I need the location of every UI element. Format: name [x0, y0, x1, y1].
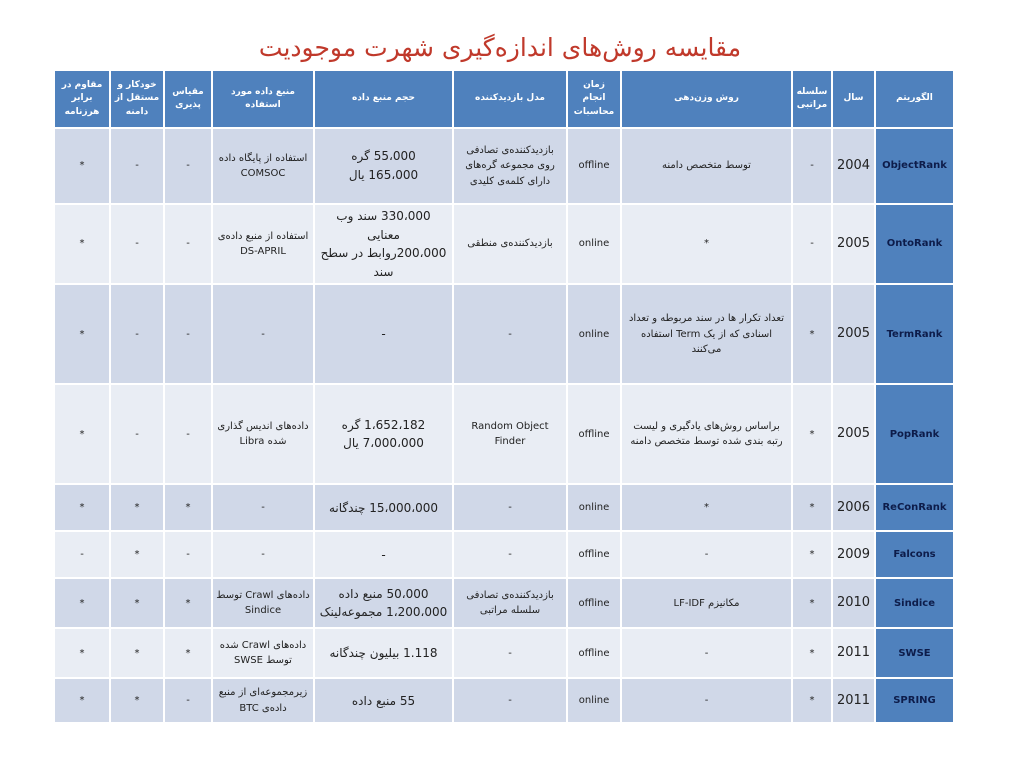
cell-data-volume: 330،000 سند وب معنایی 200،000روابط در سطح سند — [314, 204, 453, 284]
col-header-algorithm: الگوریتم — [875, 70, 954, 128]
cell-algorithm: TermRank — [875, 284, 954, 384]
cell-hierarchy: * — [792, 384, 832, 484]
cell-data-volume: 1.118 بیلیون چندگانه — [314, 628, 453, 678]
cell-data-volume: 1،652،182 گره 7،000،000 یال — [314, 384, 453, 484]
cell-year: 2011 — [832, 678, 875, 723]
col-header-scalability: مقیاس پذیری — [164, 70, 212, 128]
cell-domain-independent: - — [110, 284, 164, 384]
cell-year: 2005 — [832, 284, 875, 384]
cell-computation-time: offline — [567, 128, 621, 204]
cell-data-source: استفاده از منبع داده‌ی DS-APRIL — [212, 204, 314, 284]
cell-year: 2005 — [832, 204, 875, 284]
cell-spam-resistant: - — [54, 531, 110, 578]
cell-hierarchy: * — [792, 531, 832, 578]
table-row — [54, 384, 954, 484]
cell-scalability: - — [164, 531, 212, 578]
table-row — [54, 628, 954, 678]
table-row — [54, 204, 954, 284]
cell-spam-resistant: * — [54, 678, 110, 723]
cell-year: 2010 — [832, 578, 875, 628]
cell-hierarchy: * — [792, 628, 832, 678]
cell-year: 2004 — [832, 128, 875, 204]
cell-year: 2011 — [832, 628, 875, 678]
col-header-weighting: روش وزن‌دهی — [621, 70, 792, 128]
cell-scalability: - — [164, 384, 212, 484]
cell-year: 2006 — [832, 484, 875, 531]
cell-scalability: - — [164, 284, 212, 384]
cell-year: 2005 — [832, 384, 875, 484]
cell-hierarchy: * — [792, 284, 832, 384]
table-header-row — [54, 70, 954, 128]
cell-data-source: داده‌های اندیس گذاری شده Libra — [212, 384, 314, 484]
cell-data-source: داده‌های Crawl توسط Sindice — [212, 578, 314, 628]
cell-hierarchy: * — [792, 678, 832, 723]
cell-visitor-model: بازدیدکننده‌ی منطقی — [453, 204, 567, 284]
cell-visitor-model: بازدیدکننده‌ی تصادفی روی مجموعه گره‌های دارای کلمه‌ی کلیدی — [453, 128, 567, 204]
cell-weighting: * — [621, 484, 792, 531]
cell-algorithm: Falcons — [875, 531, 954, 578]
cell-weighting: - — [621, 628, 792, 678]
cell-domain-independent: - — [110, 204, 164, 284]
col-header-hierarchy: سلسله مراتبی — [792, 70, 832, 128]
cell-computation-time: online — [567, 204, 621, 284]
cell-spam-resistant: * — [54, 128, 110, 204]
cell-visitor-model: - — [453, 678, 567, 723]
cell-weighting: - — [621, 531, 792, 578]
cell-hierarchy: - — [792, 128, 832, 204]
cell-hierarchy: * — [792, 484, 832, 531]
comparison-table — [53, 69, 955, 724]
cell-visitor-model: Random Object Finder — [453, 384, 567, 484]
cell-spam-resistant: * — [54, 484, 110, 531]
cell-domain-independent: * — [110, 578, 164, 628]
col-header-visitor-model: مدل بازدیدکننده — [453, 70, 567, 128]
cell-domain-independent: * — [110, 628, 164, 678]
page-title: مقایسه روش‌های اندازه‌گیری شهرت موجودیت — [258, 33, 742, 62]
cell-visitor-model: بازدیدکننده‌ی تصادفی سلسله مراتبی — [453, 578, 567, 628]
cell-data-volume: 55 منبع داده — [314, 678, 453, 723]
table-row — [54, 484, 954, 531]
col-header-computation-time: زمان انجام محاسبات — [567, 70, 621, 128]
table-row — [54, 284, 954, 384]
cell-data-volume: - — [314, 284, 453, 384]
cell-data-volume: 15،000،000 چندگانه — [314, 484, 453, 531]
cell-scalability: * — [164, 484, 212, 531]
cell-data-source: - — [212, 531, 314, 578]
cell-domain-independent: - — [110, 128, 164, 204]
cell-spam-resistant: * — [54, 578, 110, 628]
cell-domain-independent: * — [110, 484, 164, 531]
cell-algorithm: OntoRank — [875, 204, 954, 284]
cell-computation-time: online — [567, 284, 621, 384]
cell-spam-resistant: * — [54, 628, 110, 678]
cell-data-source: داده‌های Crawl شده توسط SWSE — [212, 628, 314, 678]
cell-algorithm: SPRING — [875, 678, 954, 723]
cell-weighting: مکانیزم LF-IDF — [621, 578, 792, 628]
table-row — [54, 578, 954, 628]
cell-domain-independent: * — [110, 531, 164, 578]
cell-spam-resistant: * — [54, 204, 110, 284]
table-row — [54, 678, 954, 723]
cell-algorithm: SWSE — [875, 628, 954, 678]
cell-hierarchy: - — [792, 204, 832, 284]
col-header-domain-independent: خودکار و مستقل از دامنه — [110, 70, 164, 128]
cell-scalability: * — [164, 578, 212, 628]
cell-data-volume: - — [314, 531, 453, 578]
cell-scalability: * — [164, 628, 212, 678]
cell-visitor-model: - — [453, 531, 567, 578]
cell-data-source: زیرمجموعه‌ای از منبع داده‌ی BTC — [212, 678, 314, 723]
cell-data-source: - — [212, 484, 314, 531]
col-header-year: سال — [832, 70, 875, 128]
cell-scalability: - — [164, 128, 212, 204]
cell-computation-time: offline — [567, 531, 621, 578]
cell-spam-resistant: * — [54, 384, 110, 484]
cell-algorithm: ObjectRank — [875, 128, 954, 204]
cell-computation-time: offline — [567, 578, 621, 628]
col-header-data-volume: حجم منبع داده — [314, 70, 453, 128]
cell-spam-resistant: * — [54, 284, 110, 384]
cell-year: 2009 — [832, 531, 875, 578]
cell-hierarchy: * — [792, 578, 832, 628]
cell-computation-time: offline — [567, 384, 621, 484]
cell-scalability: - — [164, 204, 212, 284]
cell-weighting: توسط متخصص دامنه — [621, 128, 792, 204]
cell-visitor-model: - — [453, 484, 567, 531]
cell-data-volume: 55،000 گره 165،000 یال — [314, 128, 453, 204]
cell-domain-independent: - — [110, 384, 164, 484]
cell-data-source: استفاده از پایگاه داده COMSOC — [212, 128, 314, 204]
cell-weighting: تعداد تکرار ها در سند مربوطه و تعداد اسنادی که از یک Term استفاده می‌کنند — [621, 284, 792, 384]
col-header-data-source: منبع داده مورد استفاده — [212, 70, 314, 128]
cell-visitor-model: - — [453, 284, 567, 384]
cell-algorithm: Sindice — [875, 578, 954, 628]
cell-scalability: - — [164, 678, 212, 723]
cell-data-source: - — [212, 284, 314, 384]
cell-domain-independent: * — [110, 678, 164, 723]
cell-computation-time: online — [567, 678, 621, 723]
cell-weighting: براساس روش‌های یادگیری و لیست رتبه بندی شده توسط متخصص دامنه — [621, 384, 792, 484]
cell-computation-time: offline — [567, 628, 621, 678]
cell-visitor-model: - — [453, 628, 567, 678]
col-header-spam-resistant: مقاوم در برابر هرزنامه — [54, 70, 110, 128]
cell-data-volume: 50،000 منبع داده 1،200،000 مجموعه‌لینک — [314, 578, 453, 628]
cell-computation-time: online — [567, 484, 621, 531]
cell-weighting: - — [621, 678, 792, 723]
cell-weighting: * — [621, 204, 792, 284]
cell-algorithm: PopRank — [875, 384, 954, 484]
table-row — [54, 128, 954, 204]
cell-algorithm: ReConRank — [875, 484, 954, 531]
table-row — [54, 531, 954, 578]
